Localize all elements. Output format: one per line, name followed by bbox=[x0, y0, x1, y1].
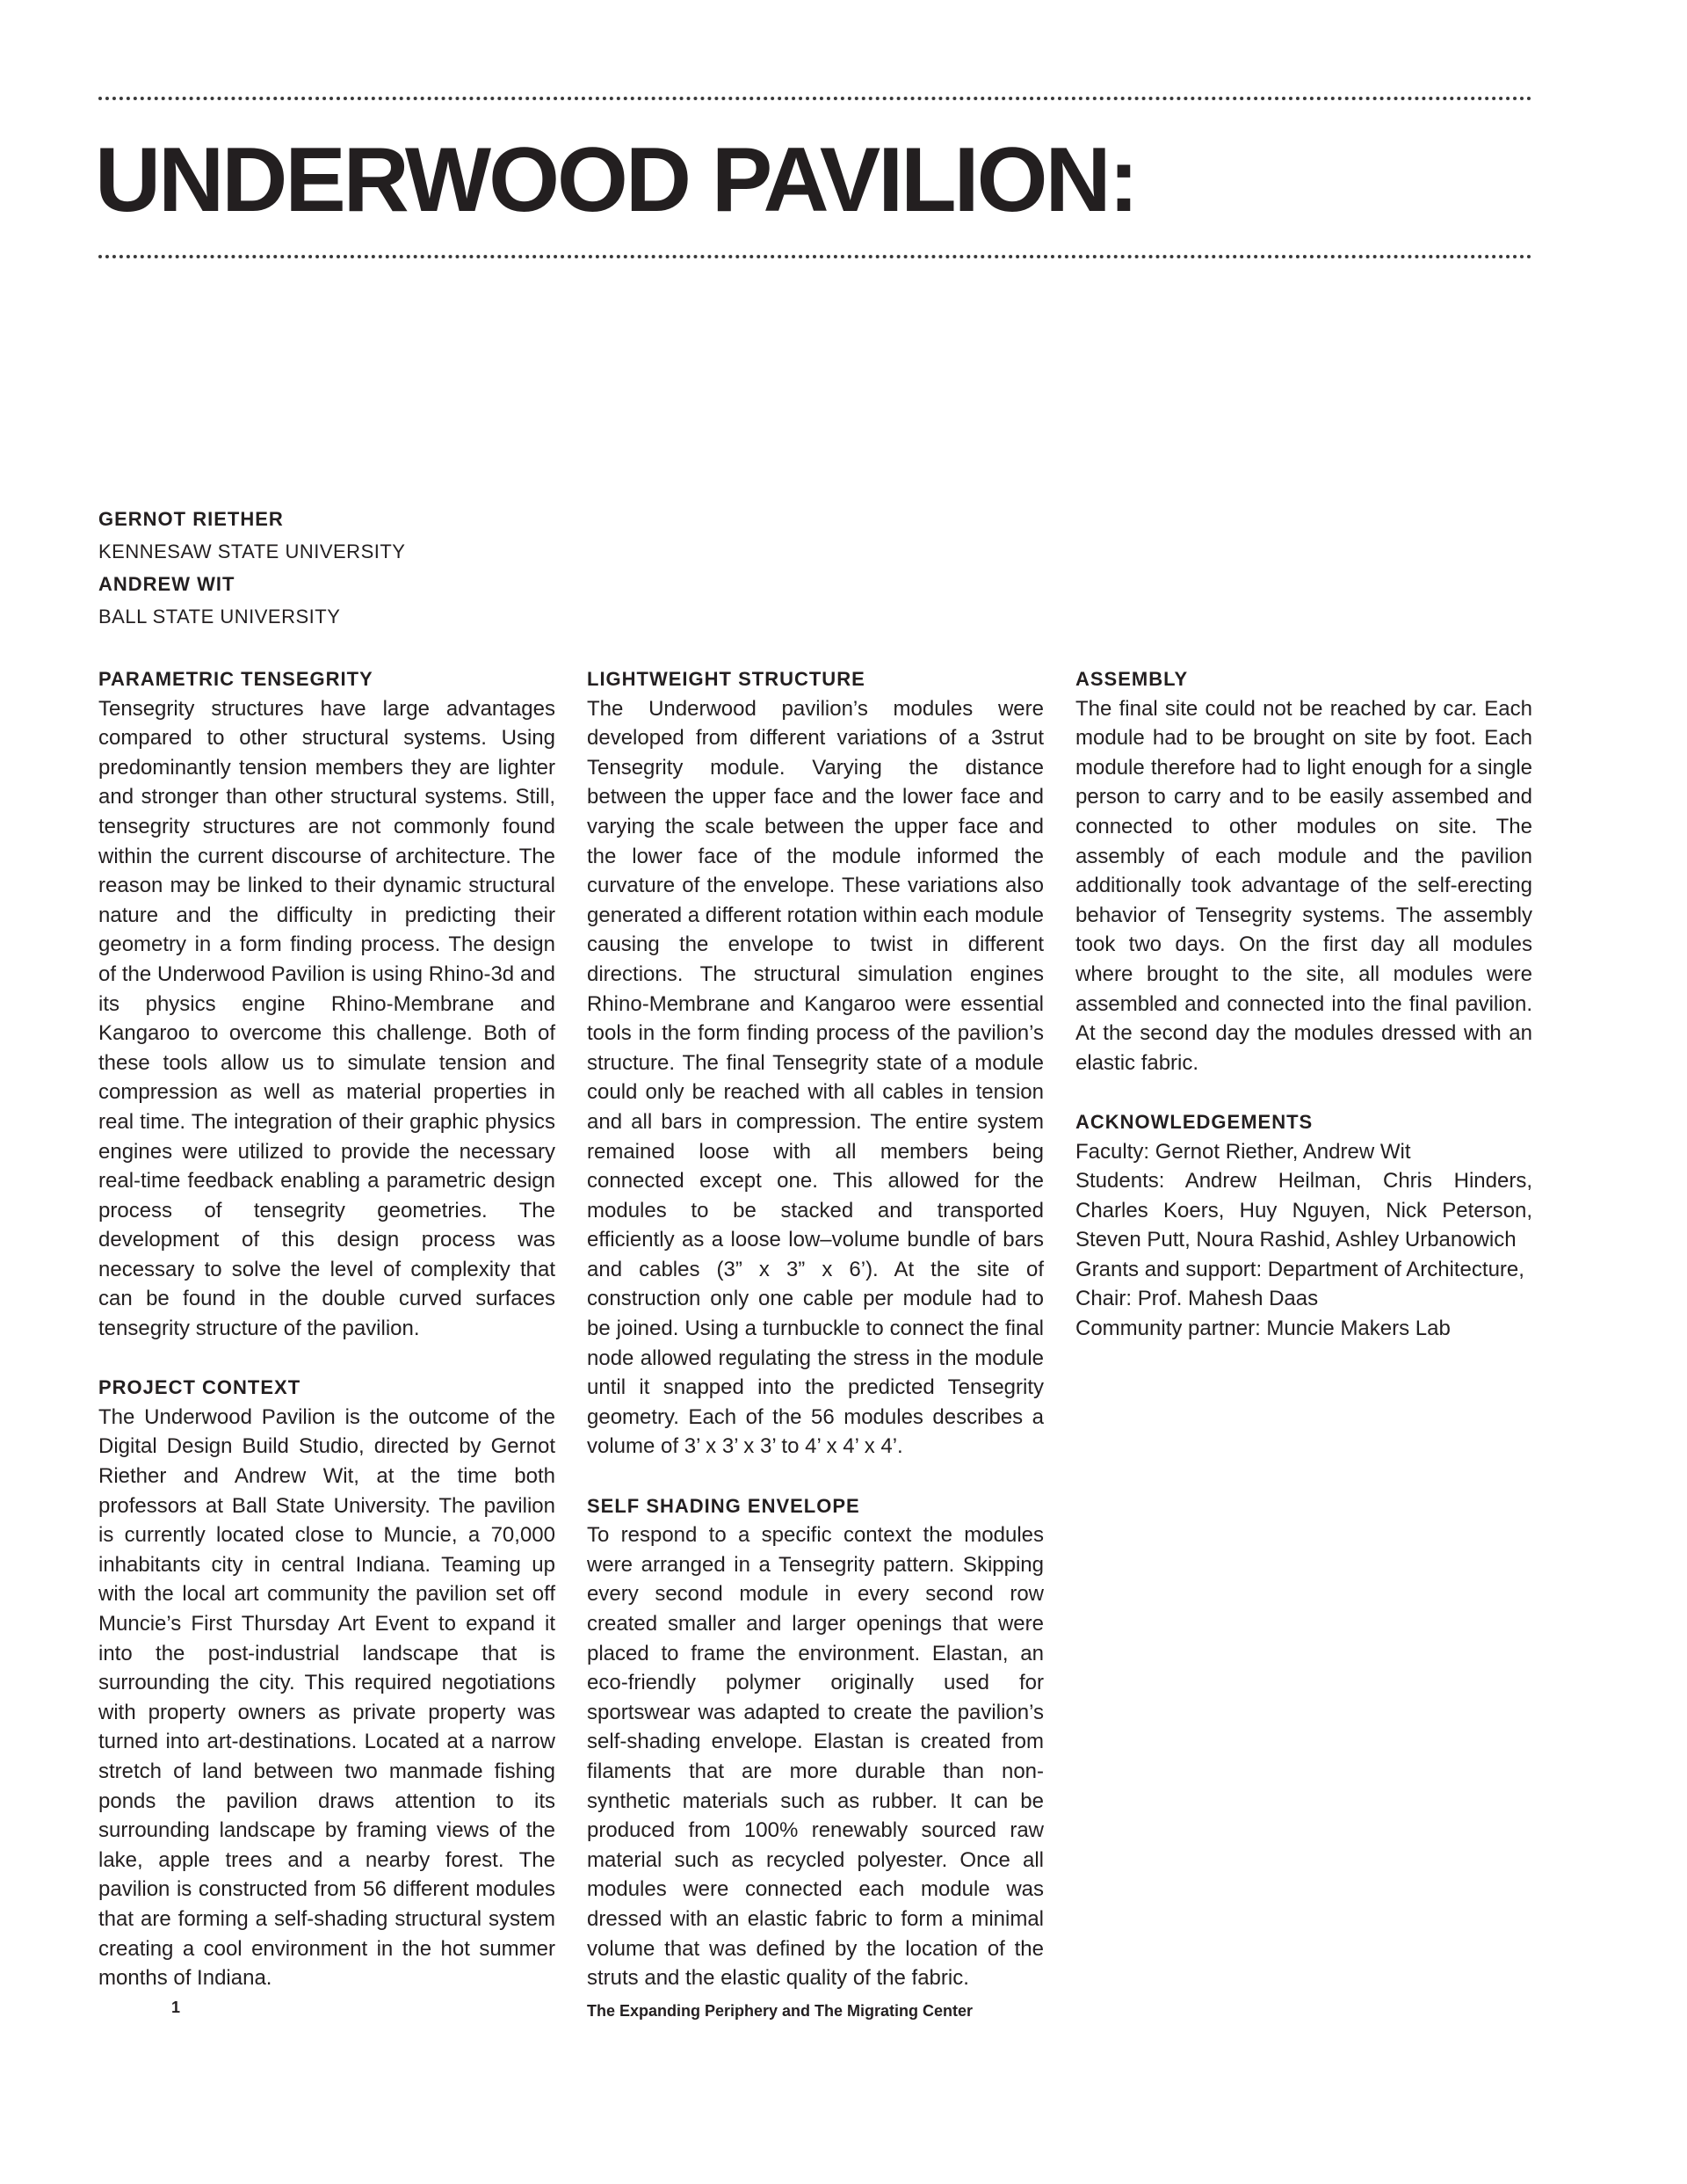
ack-partner: Community partner: Muncie Makers Lab bbox=[1075, 1317, 1451, 1341]
section-heading-context: PROJECT CONTEXT bbox=[98, 1376, 301, 1399]
section-heading-acknowledgements: ACKNOWLEDGEMENTS bbox=[1075, 1110, 1314, 1133]
column-middle bbox=[587, 664, 1044, 2022]
ack-faculty: Faculty: Gernot Riether, Andrew Wit bbox=[1075, 1139, 1411, 1164]
author-name: GERNOT RIETHER bbox=[98, 508, 284, 530]
author-affiliation: KENNESAW STATE UNIVERSITY bbox=[98, 541, 406, 562]
page-title: UNDERWOOD PAVILION: bbox=[95, 129, 1137, 231]
page-number: 1 bbox=[171, 1999, 181, 2016]
author-affiliation: BALL STATE UNIVERSITY bbox=[98, 606, 341, 628]
section-heading-assembly: ASSEMBLY bbox=[1075, 668, 1189, 690]
section-body-parametric: Tensegrity structures have large advantages compared to other structural systems. Using predominantly tension members they are lighter and stronger than other structural systems. Still, tensegrity structures are not commonly found within the current discourse of architecture. The reason may be linked to their dynamic structural nature and the difficulty in predicting their geometry in a form finding process. The design of the Underwood Pavilion is using Rhino-3d and its physics engine Rhino-Membrane and Kangaroo to overcome this challenge. Both of these tools allow us to simulate tension and compression as well as material properties in real time. The integration of their graphic physics engines were utilized to provide the necessary real-time feedback enabling a parametric design process of tensegrity geometries. The development of this design process was necessary to solve the level of complexity that can be found in the double curved surfaces tensegrity structure of the pavilion. bbox=[98, 696, 555, 1341]
section-heading-lightweight: LIGHTWEIGHT STRUCTURE bbox=[587, 668, 865, 690]
section-body-context: The Underwood Pavilion is the outcome of the Digital Design Build Studio, directed by Gernot Riether and Andrew Wit, at the time both professors at Ball State University. The pavilion is currently located close to Muncie, a 70,000 inhabitants city in central Indiana. Teaming up with the local art community the pavilion set off Muncie’s First Thursday Art Event to expand it into the post-industrial landscape that is surrounding the city. This required negotiations with property owners as private property was turned into art-destinations. Located at a narrow stretch of land between two manmade fishing ponds the pavilion draws attention to its surrounding landscape by framing views of the lake, apple trees and a nearby forest. The pavilion is constructed from 56 different modules that are forming a self-shading structural system creating a cool environment in the hot summer months of Indiana. bbox=[98, 1404, 555, 1991]
section-heading-envelope: SELF SHADING ENVELOPE bbox=[587, 1494, 860, 1517]
section-body-envelope: To respond to a specific context the modules were arranged in a Tensegrity pattern. Skipping every second module in every second row created smaller and larger openings that were placed to frame the environment. Elastan, an eco-friendly polymer originally used for sportswear was adapted to create the pavilion’s self-shading envelope. Elastan is created from filaments that are more durable than non-synthetic materials such as rubber. It can be produced from 100% renewably sourced raw material such as recycled polyester. Once all modules were connected each module was dressed with an elastic fabric to form a minimal volume that was defined by the location of the struts and the elastic quality of the fabric. bbox=[587, 1523, 1044, 1991]
column-left bbox=[98, 664, 555, 2022]
top-dotted-rule bbox=[98, 97, 1532, 100]
section-body-assembly: The final site could not be reached by car. Each module had to be brought on site by foot. Each module therefore had to light enough for a single person to carry and to be easily assembed and connected to other modules on site. The assembly of each module and the pavilion additionally took advantage of the self-erecting behavior of Tensegrity systems. The assembly took two days. On the first day all modules where brought to the site, all modules were assembled and connected into the final pavilion. At the second day the modules dressed with an elastic fabric. bbox=[1075, 696, 1532, 1075]
footer-title: The Expanding Periphery and The Migrating Center bbox=[587, 2002, 974, 2020]
column-right bbox=[1075, 664, 1532, 1344]
author-block bbox=[98, 503, 713, 633]
section-body-lightweight: The Underwood pavilion’s modules were developed from different variations of a 3strut Tensegrity module. Varying the distance between the upper face and the lower face and varying the scale between the upper face and the lower face of the module informed the curvature of the envelope. These variations also generated a different rotation within each module causing the envelope to twist in different directions. The structural simulation engines Rhino-Membrane and Kangaroo were essential tools in the form finding process of the pavilion’s structure. The final Tensegrity state of a module could only be reached with all cables in tension and all bars in compression. The entire system remained loose with all members being connected except one. This allowed for the modules to be stacked and transported efficiently as a loose low–volume bundle of bars and cables (3” x 3” x 6’). At the site of construction only one cable per module had to be joined. Using a turnbuckle to connect the final node allowed regulating the stress in the module until it snapped into the predicted Tensegrity geometry. Each of the 56 modules describes a volume of 3’ x 3’ x 3’ to 4’ x 4’ x 4’. bbox=[587, 696, 1044, 1459]
author-name: ANDREW WIT bbox=[98, 573, 235, 595]
section-heading-parametric: PARAMETRIC TENSEGRITY bbox=[98, 668, 373, 690]
title-dotted-rule bbox=[98, 255, 1532, 258]
ack-grants: Grants and support: Department of Architecture, Chair: Prof. Mahesh Daas bbox=[1075, 1257, 1524, 1311]
ack-students: Students: Andrew Heilman, Chris Hinders, Charles Koers, Huy Nguyen, Nick Peterson, Steven Putt, Noura Rashid, Ashley Urbanowich bbox=[1075, 1169, 1532, 1252]
